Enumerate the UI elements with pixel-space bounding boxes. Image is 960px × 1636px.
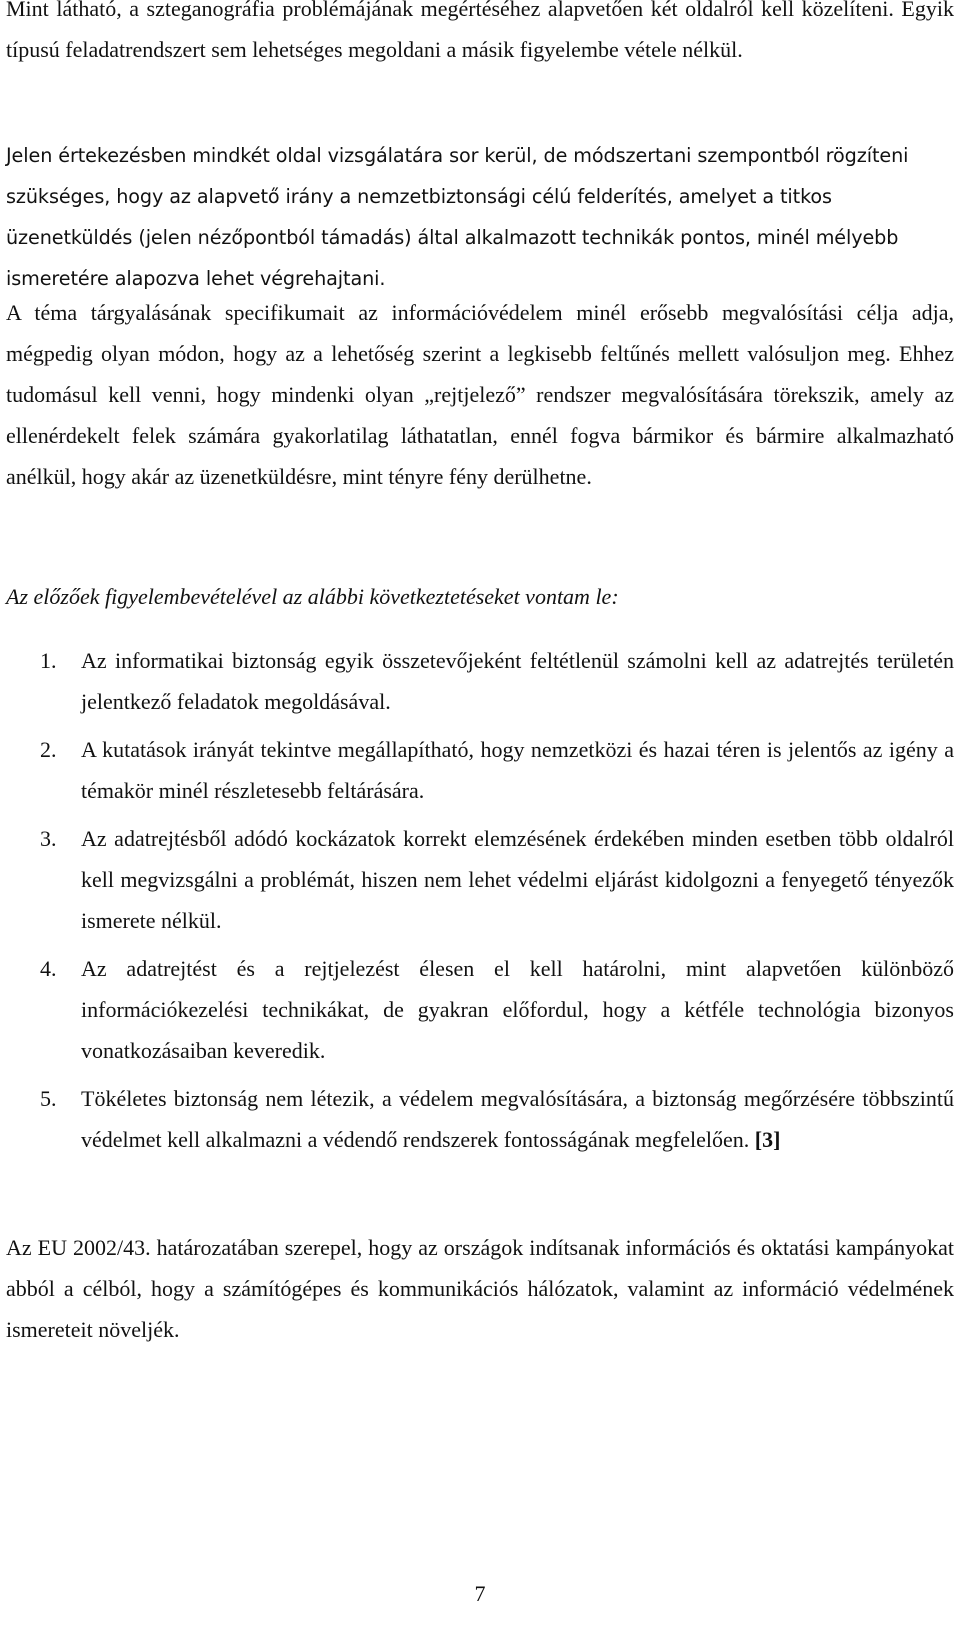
list-number: 1. [40,648,57,673]
conclusions-heading: Az előzőek figyelembevételével az alábbi következtetéseket vontam le: [6,584,619,609]
conclusion-text: Tökéletes biztonság nem létezik, a védelem megvalósítására, a biztonság megőrzésére többszintű védelmet kell alkalmazni a védendő rendszerek fontosságának megfelelően. [81,1086,954,1152]
conclusion-item-5 [6,1078,954,1160]
conclusion-item-1 [6,640,954,722]
conclusion-item-2 [6,729,954,811]
conclusion-item-3 [6,818,954,941]
list-number: 5. [40,1086,57,1111]
conclusion-text: Az informatikai biztonság egyik összetevőjeként feltétlenül számolni kell az adatrejtés területén jelentkező feladatok megoldásával. [81,648,954,714]
paragraph-methodology: Jelen értekezésben mindkét oldal vizsgálatára sor kerül, de módszertani szempontból rögzíteni szükséges, hogy az alapvető irány a nemzetbiztonsági célú felderítés, amelyet a titkos üzenetküldés (jelen nézőpontból támadás) által alkalmazott technikák pontos, minél mélyebb ismeretére alapozva lehet végrehajtani. [6,144,909,290]
list-number: 4. [40,956,57,981]
conclusion-text: Az adatrejtést és a rejtjelezést élesen el kell határolni, mint alapvetően különböző információkezelési technikákat, de gyakran előfordul, hogy a kétféle technológia bizonyos vonatkozásaiban keveredik. [81,956,954,1063]
conclusion-text: A kutatások irányát tekintve megállapítható, hogy nemzetközi és hazai téren is jelentős az igény a témakör minél részletesebb feltárására. [81,737,954,803]
conclusion-text: Az adatrejtésből adódó kockázatok korrekt elemzésének érdekében minden esetben több oldalról kell megvizsgálni a problémát, hiszen nem lehet védelmi eljárást kidolgozni a fenyegető tényezők ismerete nélkül. [81,826,954,933]
list-number: 3. [40,826,57,851]
paragraph-eu-decision: Az EU 2002/43. határozatában szerepel, hogy az országok indítsanak információs és oktatási kampányokat abból a célból, hogy a számítógépes és kommunikációs hálózatok, valamint az információ védelmének ismereteit növeljék. [6,1235,954,1342]
page-number: 7 [474,1581,486,1606]
paragraph-topic-specifics: A téma tárgyalásának specifikumait az információvédelem minél erősebb megvalósítási célja adja, mégpedig olyan módon, hogy az a lehetőség szerint a legkisebb feltűnés mellett valósuljon meg. Ehhez tudomásul kell venni, hogy mindenki olyan „rejtjelező” rendszer megvalósítására törekszik, amely az ellenérdekelt felek számára gyakorlatilag láthatatlan, ennél fogva bármikor és bármire alkalmazható anélkül, hogy akár az üzenetküldésre, mint tényre fény derülhetne. [6,300,954,489]
citation-reference: [3] [754,1127,781,1152]
conclusions-list [6,640,954,1167]
conclusion-item-4 [6,948,954,1071]
paragraph-steganography-intro: Mint látható, a szteganográfia problémájának megértéséhez alapvetően két oldalról kell közelíteni. Egyik típusú feladatrendszert sem lehetséges megoldani a másik figyelembe vétele nélkül. [6,0,954,62]
list-number: 2. [40,737,57,762]
